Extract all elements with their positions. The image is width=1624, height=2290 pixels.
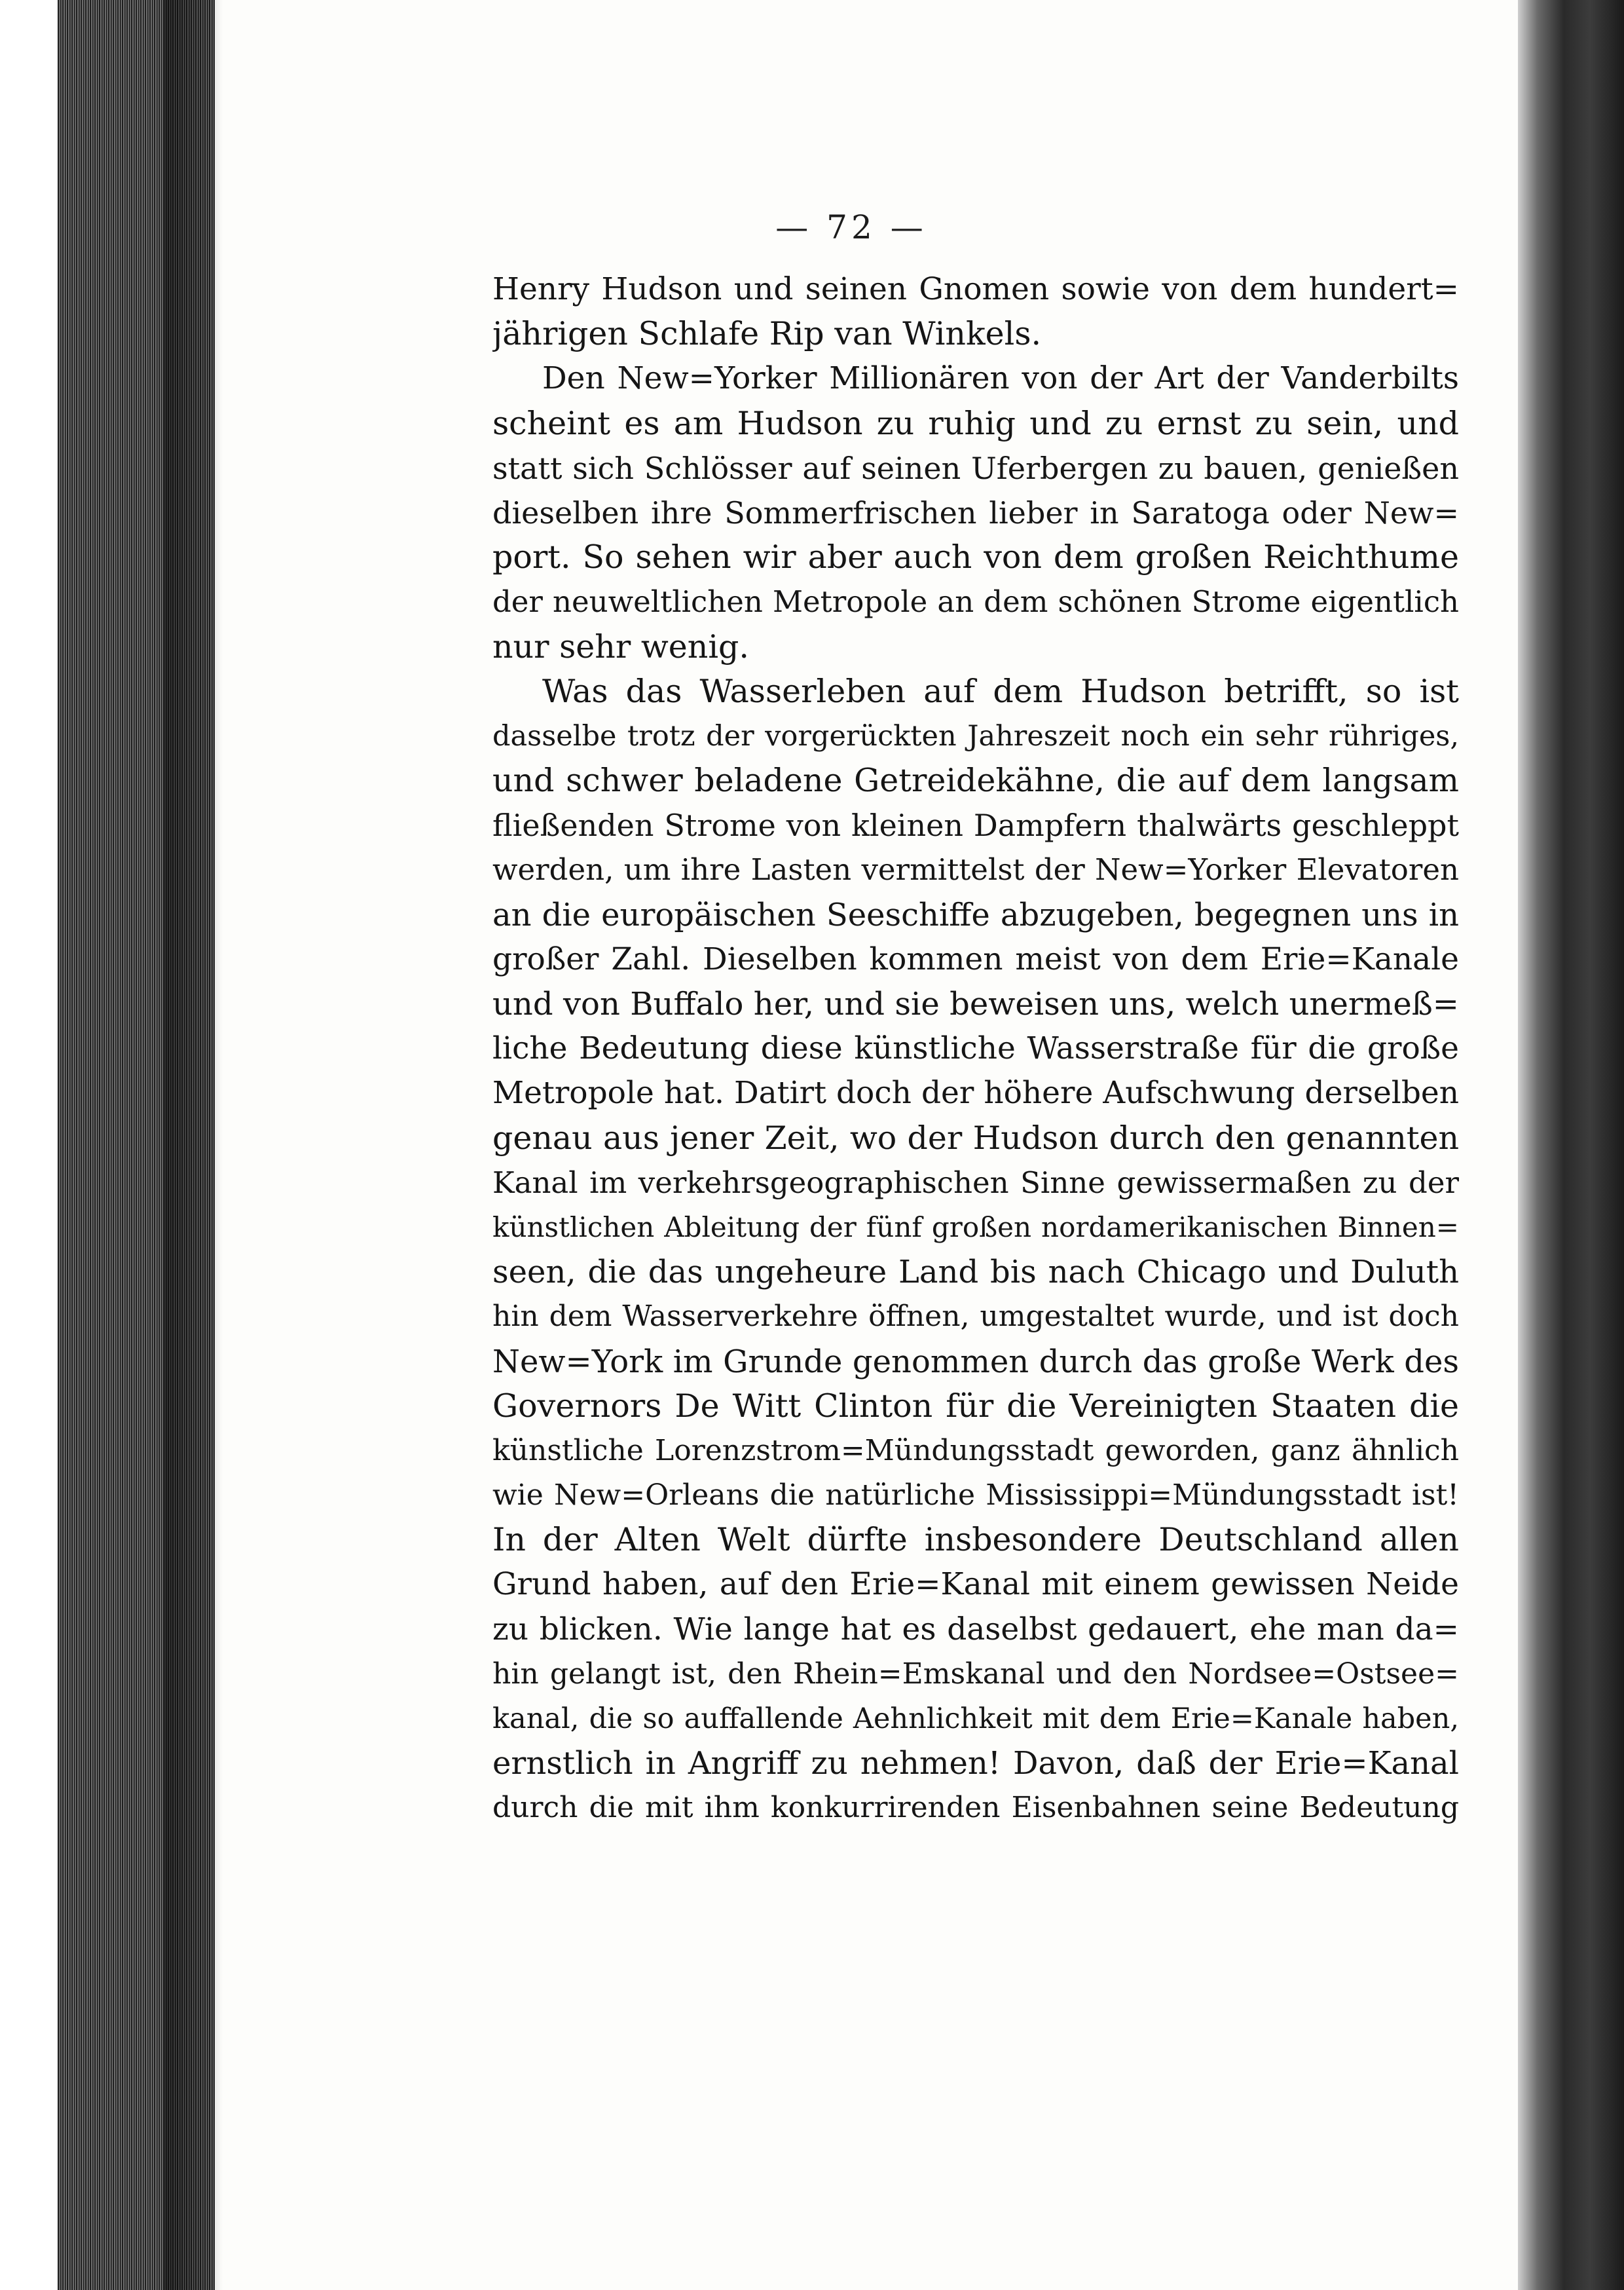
page-number: — 72 —: [775, 208, 927, 246]
text-line: der neuweltlichen Metropole an dem schönen Strome eigentlich: [492, 584, 1459, 620]
text-line: künstliche Lorenzstrom=Mündungsstadt geworden, ganz ähnlich: [492, 1433, 1459, 1467]
text-line: Governors De Witt Clinton für die Vereinigten Staaten die: [492, 1387, 1459, 1425]
text-line: Henry Hudson und seinen Gnomen sowie von dem hundert=: [492, 271, 1459, 307]
text-line: fließenden Strome von kleinen Dampfern thalwärts geschleppt: [492, 808, 1459, 844]
text-line: hin gelangt ist, den Rhein=Emskanal und den Nordsee=Ostsee=: [492, 1657, 1459, 1691]
text-line: In der Alten Welt dürfte insbesondere Deutschland allen: [492, 1521, 1459, 1559]
text-line: hin dem Wasserverkehre öffnen, umgestaltet wurde, und ist doch: [492, 1300, 1459, 1334]
book-right-edge: [1518, 0, 1624, 2290]
text-line: an die europäischen Seeschiffe abzugeben, begegnen uns in: [492, 896, 1459, 933]
text-line: port. So sehen wir aber auch von dem großen Reichthume: [492, 538, 1459, 576]
text-line: Den New=Yorker Millionären von der Art der Vanderbilts: [542, 360, 1459, 397]
text-line: wie New=Orleans die natürliche Mississippi=Mündungsstadt ist!: [492, 1478, 1459, 1512]
text-line: durch die mit ihm konkurrirenden Eisenbahnen seine Bedeutung: [492, 1791, 1459, 1825]
text-line: scheint es am Hudson zu ruhig und zu ernst zu sein, und: [492, 404, 1459, 442]
text-line: großer Zahl. Dieselben kommen meist von dem Erie=Kanale: [492, 941, 1459, 977]
text-line: Was das Wasserleben auf dem Hudson betrifft, so ist: [542, 672, 1459, 710]
text-line: und von Buffalo her, und sie beweisen uns, welch unermeß=: [492, 986, 1459, 1023]
text-line: nur sehr wenig.: [492, 628, 749, 666]
text-line: und schwer beladene Getreidekähne, die auf dem langsam: [492, 762, 1459, 800]
text-line: Grund haben, auf den Erie=Kanal mit einem gewissen Neide: [492, 1566, 1459, 1603]
text-line: dasselbe trotz der vorgerückten Jahreszeit noch ein sehr rühriges,: [492, 719, 1459, 753]
text-line: Metropole hat. Datirt doch der höhere Aufschwung derselben: [492, 1075, 1459, 1112]
scan-left-margin: [0, 0, 58, 2290]
text-line: statt sich Schlösser auf seinen Uferbergen zu bauen, genießen: [492, 450, 1459, 486]
text-line: genau aus jener Zeit, wo der Hudson durch den genannten: [492, 1119, 1459, 1157]
text-line: kanal, die so auffallende Aehnlichkeit mit dem Erie=Kanale haben,: [492, 1702, 1459, 1735]
text-line: dieselben ihre Sommerfrischen lieber in Saratoga oder New=: [492, 495, 1459, 531]
body-text: [492, 267, 1459, 1831]
page-gutter-shadow: [164, 0, 223, 2290]
text-line: werden, um ihre Lasten vermittelst der New=Yorker Elevatoren: [492, 852, 1459, 888]
text-line: liche Bedeutung diese künstliche Wasserstraße für die große: [492, 1030, 1459, 1067]
text-line: New=York im Grunde genommen durch das große Werk des: [492, 1343, 1459, 1380]
text-line: ernstlich in Angriff zu nehmen! Davon, daß der Erie=Kanal: [492, 1745, 1459, 1782]
text-line: künstlichen Ableitung der fünf großen nordamerikanischen Binnen=: [492, 1211, 1459, 1243]
text-line: zu blicken. Wie lange hat es daselbst gedauert, ehe man da=: [492, 1611, 1459, 1647]
text-line: seen, die das ungeheure Land bis nach Chicago und Duluth: [492, 1254, 1459, 1291]
text-line: Kanal im verkehrsgeographischen Sinne gewissermaßen zu der: [492, 1165, 1459, 1200]
text-line: jährigen Schlafe Rip van Winkels.: [492, 315, 1042, 353]
